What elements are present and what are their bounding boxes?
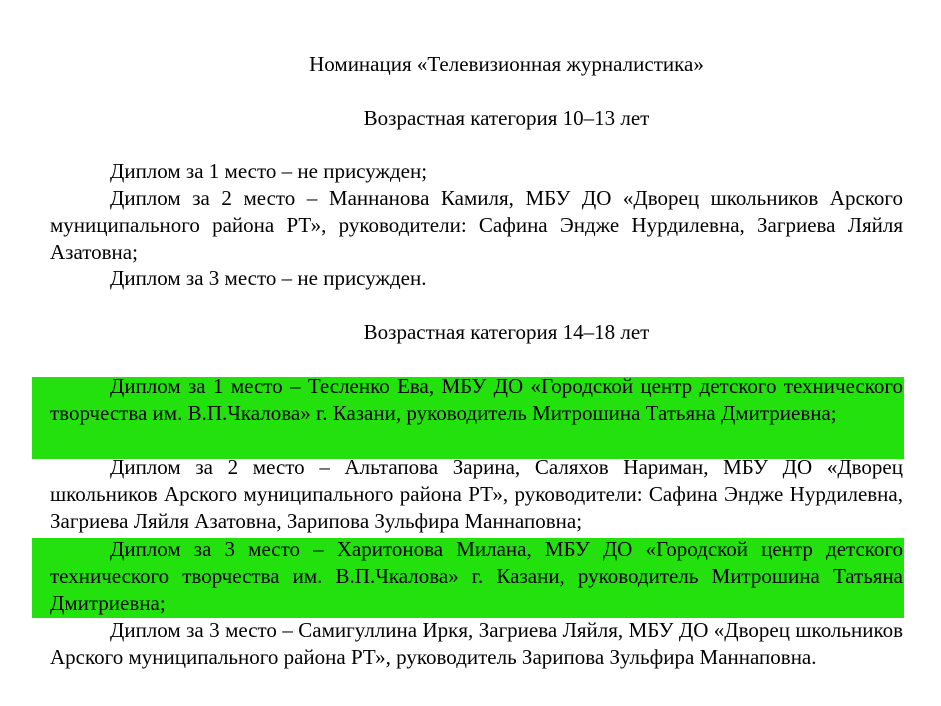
age-category-heading-10-13: Возрастная категория 10–13 лет [363, 106, 650, 130]
diploma-entry-14-18-place-3-a: Диплом за 3 место – Харитонова Милана, МБУ ДО «Городской центр детского технического творчества им. В.П.Чкалова» г. Казани, руководитель Митрошина Татьяна Дмитриевна; [50, 537, 903, 615]
diploma-entry-14-18-place-2: Диплом за 2 место – Альтапова Зарина, Саляхов Нариман, МБУ ДО «Дворец школьников Арского муниципального района РТ», руководители: Сафина Эндже Нурдилевна, Загриева Ляйля Азатовна, Зарипова Зульфира Маннаповна; [50, 455, 903, 533]
diploma-entry-10-13-place-1: Диплом за 1 место – не присужден; [110, 159, 428, 183]
diploma-entry-10-13-place-2: Диплом за 2 место – Маннанова Камиля, МБУ ДО «Дворец школьников Арского муниципального района РТ», руководители: Сафина Эндже Нурдилевна, Загриева Ляйля Азатовна; [50, 186, 903, 264]
diploma-entry-10-13-place-3: Диплом за 3 место – не присужден. [110, 266, 427, 290]
diploma-entry-14-18-place-3-b: Диплом за 3 место – Самигуллина Иркя, Загриева Ляйля, МБУ ДО «Дворец школьников Арского муниципального района РТ», руководитель Зарипова Зульфира Маннаповна. [50, 618, 903, 669]
age-category-heading-14-18: Возрастная категория 14–18 лет [363, 320, 650, 344]
nomination-title: Номинация «Телевизионная журналистика» [309, 52, 704, 76]
diploma-entry-14-18-place-1: Диплом за 1 место – Тесленко Ева, МБУ ДО «Городской центр детского технического творчества им. В.П.Чкалова» г. Казани, руководитель Митрошина Татьяна Дмитриевна; [50, 374, 903, 425]
